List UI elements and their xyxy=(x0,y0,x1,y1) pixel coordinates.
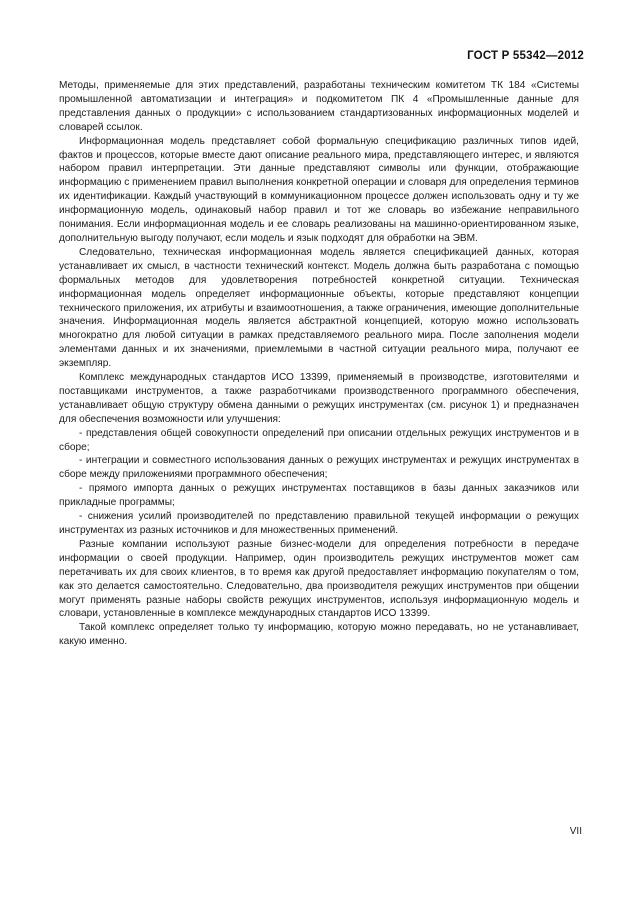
list-item: - снижения усилий производителей по представлению правильной текущей информации о режущих инструментах из разных источников и для множественных применений. xyxy=(59,511,579,536)
list-item: - представления общей совокупности определений при описании отдельных режущих инструментов и в сборе; xyxy=(59,427,579,453)
list-item: - интеграции и совместного использования данных о режущих инструментах и режущих инструментах в сборе между приложениями программного обеспечения; xyxy=(59,455,579,481)
page-number: VII xyxy=(569,826,582,837)
list-item: - прямого импорта данных о режущих инструментах поставщиков в базы данных заказчиков или прикладные программы; xyxy=(59,483,579,509)
paragraph-information-model: Информационная модель представляет собой формальную спецификацию различных типов идей, фактов и процессов, которые вместе дают описание реального мира, представляющего интерес, и являются набором правил интерпретации. Эти данные представляют символы или функции, отображающие информацию с применением правил выполнения конкретной операции и словаря для определения терминов их идентификации. Каждый участвующий в коммуникационном процессе должен использовать одну и ту же информационную модель, одинаковый набор правил и тот же словарь во избежание неправильного понимания. Если информационная модель и ее словарь реализованы на машинно-ориентированном языке, дополнительную выгоду получают, если модель и язык подходят для обработки на ЭВМ. xyxy=(59,135,579,244)
paragraph-continuation: Методы, применяемые для этих представлений, разработаны техническим комитетом ТК 184 «Системы промышленной автоматизации и интеграция» и подкомитетом ПК 4 «Промышленные данные для представления данных о продукции» с использованием стандартизованных информационных моделей и словарей ссылок. xyxy=(59,80,579,133)
standard-header: ГОСТ Р 55342—2012 xyxy=(467,50,584,62)
paragraph-technical-model: Следовательно, техническая информационная модель является спецификацией данных, которая устанавливает их смысл, в частности технический контекст. Модель должна быть разработана с помощью формальных методов для удовлетворения потребностей конкретной ситуации. Техническая информационная модель определяет информационные объекты, которые представляют концепции технического приложения, их атрибуты и взаимоотношения, а также ограничения, имеющие дополнительные значения. Информационная модель является абстрактной концепцией, которую можно использовать многократно для любой ситуации в рамках представляемого реального мира. После заполнения модели элементами данных и их значениями, приемлемыми в частной ситуации реального мира, получают ее экземпляр. xyxy=(59,246,579,370)
paragraph-business-models: Разные компании используют разные бизнес-модели для определения потребности в передаче информации о своей продукции. Например, один производитель режущих инструментов может сам перетачивать их для своих клиентов, в то время как другой предоставляет информацию покупателям о том, как это делается самостоятельно. Следовательно, два производителя режущих инструментов при общении могут применять разные наборы свойств режущих инструментов, используя информационную модель и словари, установленные в комплексе международных стандартов ИСО 13399. xyxy=(59,538,579,620)
paragraph-iso-13399: Комплекс международных стандартов ИСО 13399, применяемый в производстве, изготовителями и поставщиками инструментов, а также разработчиками производственного программного обеспечения, устанавливает общую структуру обмена данными о режущих инструментах (см. рисунок 1) и предназначен для обеспечения возможности или улучшения: xyxy=(59,372,579,425)
paragraph-closing: Такой комплекс определяет только ту информацию, которую можно передавать, но не устанавливает, какую именно. xyxy=(59,622,579,648)
body-text xyxy=(59,79,579,649)
